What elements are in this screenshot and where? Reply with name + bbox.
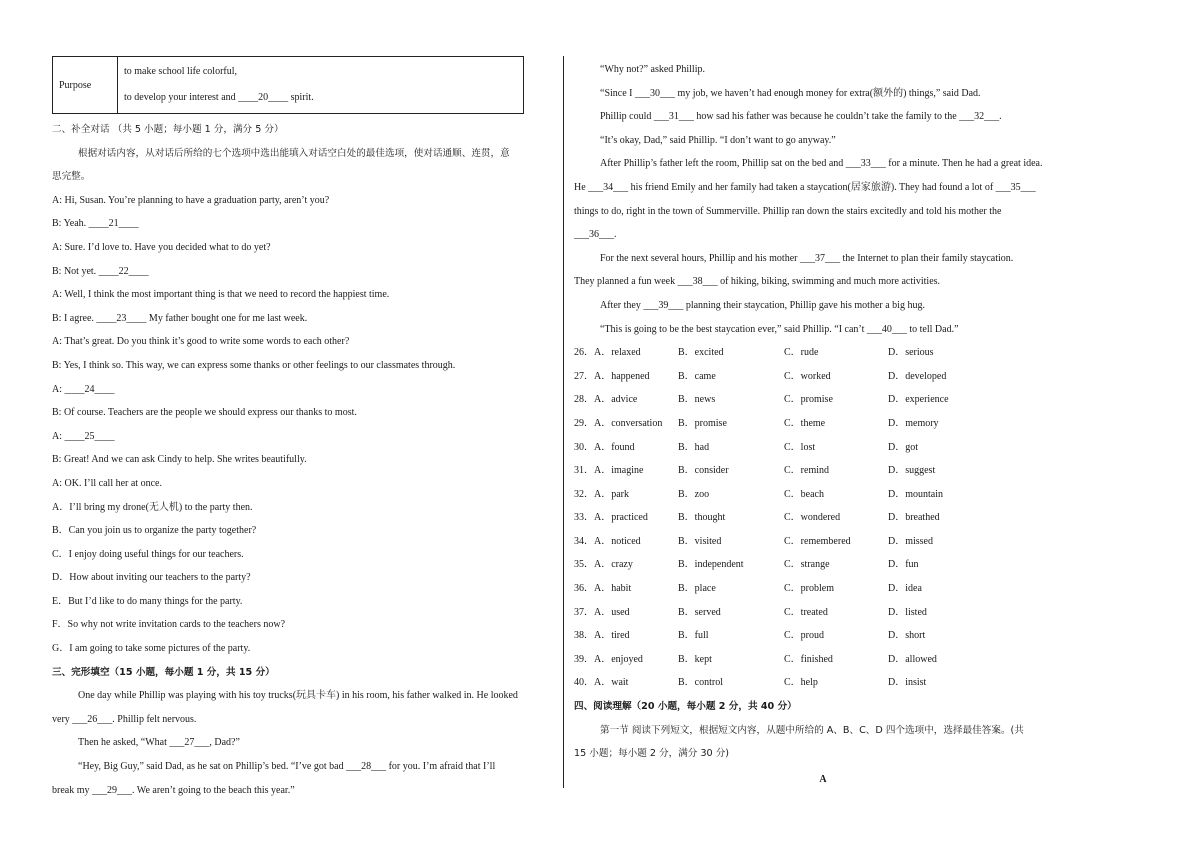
choice-b: B．full (678, 630, 709, 642)
cloze-line: very ___26___. Phillip felt nervous. (52, 713, 197, 725)
purpose-label: Purpose (53, 57, 118, 114)
choice-d: D．listed (888, 606, 927, 618)
cloze-choices (574, 341, 1072, 695)
dialogue-line: A: ____24____ (52, 383, 115, 395)
choice-d: D．serious (888, 347, 934, 359)
choice-b: B．thought (678, 512, 726, 524)
cloze-line: After Phillip’s father left the room, Phillip sat on the bed and ___33___ for a minute. Then he had a great idea. (600, 158, 1043, 170)
choice-a: 33．A．practiced (574, 512, 648, 524)
choice-d: D．memory (888, 417, 939, 429)
dialogue-options (52, 496, 552, 661)
dialogue-line: B: Yeah. ____21____ (52, 218, 139, 230)
choice-d: D．suggest (888, 465, 936, 477)
choice-a: 31．A．imagine (574, 465, 644, 477)
choice-b: B．visited (678, 535, 722, 547)
cloze-line: “It’s okay, Dad,” said Phillip. “I don’t want to go anyway.” (600, 134, 836, 146)
choice-d: D．missed (888, 535, 933, 547)
choice-d: D．short (888, 630, 926, 642)
choice-a: 28．A．advice (574, 394, 638, 406)
choice-b: B．promise (678, 417, 727, 429)
purpose-table (52, 56, 524, 114)
choice-d: D．experience (888, 394, 949, 406)
passage-label: A (819, 773, 827, 785)
choice-row-32 (574, 483, 1072, 507)
choice-c: C．proud (784, 630, 824, 642)
dialogue (52, 189, 552, 496)
choice-b: B．place (678, 583, 716, 595)
dialogue-line: B: Great! And we can ask Cindy to help. She writes beautifully. (52, 454, 307, 466)
choice-a: 26．A．relaxed (574, 347, 641, 359)
dialogue-line: B: Not yet. ____22____ (52, 265, 149, 277)
choice-a: 38．A．tired (574, 630, 630, 642)
cloze-line: One day while Phillip was playing with his toy trucks(玩具卡车) in his room, his father walked in. He looked (78, 690, 518, 702)
choice-c: C．problem (784, 583, 834, 595)
option-item: B．Can you join us to organize the party together? (52, 525, 257, 537)
cloze-line: Then he asked, “What ___27___, Dad?” (78, 737, 240, 749)
option-item: C．I enjoy doing useful things for our teachers. (52, 548, 244, 560)
cloze-line: “Why not?” asked Phillip. (600, 64, 705, 75)
choice-row-37 (574, 601, 1072, 625)
cloze-line: “Since I ___30___ my job, we haven’t had enough money for extra(额外的) things,” said Dad. (600, 87, 981, 99)
choice-d: D．allowed (888, 653, 937, 665)
purpose-line-1: to make school life colorful, (124, 66, 238, 77)
choice-c: C．promise (784, 394, 833, 406)
left-column (52, 56, 552, 802)
option-item: A．I’ll bring my drone(无人机) to the party then. (52, 501, 253, 513)
choice-row-29 (574, 412, 1072, 436)
choice-b: B．control (678, 677, 723, 689)
choice-a: 39．A．enjoyed (574, 653, 643, 665)
choice-row-31 (574, 459, 1072, 483)
section4-heading: 四、阅读理解（20 小题，每小题 2 分，共 40 分） (574, 701, 797, 713)
dialogue-line: B: Of course. Teachers are the people we should express our thanks to most. (52, 407, 357, 419)
cloze-line: “Hey, Big Guy,” said Dad, as he sat on Phillip’s bed. “I’ve got bad ___28___ for you. I’m afraid that I’ll (78, 761, 496, 773)
choice-c: C．finished (784, 653, 833, 665)
choice-a: 29．A．conversation (574, 417, 663, 429)
section4-instruction-2: 15 小题；每小题 2 分，满分 30 分) (574, 748, 730, 760)
dialogue-line: B: Yes, I think so. This way, we can express some thanks or other feelings to our classmates through. (52, 359, 456, 371)
choice-a: 35．A．crazy (574, 559, 633, 571)
choice-b: B．consider (678, 465, 729, 477)
choice-row-27 (574, 365, 1072, 389)
dialogue-line: A: Hi, Susan. You’re planning to have a graduation party, aren’t you? (52, 194, 330, 206)
choice-c: C．lost (784, 441, 816, 453)
option-item: D．How about inviting our teachers to the party? (52, 572, 251, 584)
choice-row-28 (574, 388, 1072, 412)
choice-a: 36．A．habit (574, 583, 632, 595)
choice-b: B．came (678, 370, 716, 382)
choice-a: 32．A．park (574, 488, 629, 500)
option-item: G．I am going to take some pictures of the party. (52, 643, 251, 655)
cloze-line: things to do, right in the town of Summerville. Phillip ran down the stairs excitedly and told his mother the (574, 205, 1002, 217)
choice-b: B．excited (678, 347, 724, 359)
choice-b: B．zoo (678, 488, 710, 500)
choice-b: B．had (678, 441, 710, 453)
purpose-line-2-end: spirit. (288, 92, 314, 103)
choice-c: C．help (784, 677, 818, 689)
choice-row-36 (574, 577, 1072, 601)
choice-row-30 (574, 436, 1072, 460)
choice-row-40 (574, 671, 1072, 695)
cloze-line: He ___34___ his friend Emily and her family had taken a staycation(居家旅游). They had found a lot of ___35___ (574, 181, 1036, 193)
section2-instruction-2: 思完整。 (52, 171, 91, 183)
cloze-line: “This is going to be the best staycation ever,” said Phillip. “I can’t ___40___ to tell Dad.” (600, 323, 959, 335)
blank-20: ____20____ (238, 92, 289, 103)
option-item: F．So why not write invitation cards to the teachers now? (52, 619, 286, 631)
choice-b: B．kept (678, 653, 712, 665)
section2-heading: 二、补全对话 （共 5 小题；每小题 1 分，满分 5 分） (52, 124, 284, 135)
choice-c: C．remembered (784, 535, 851, 547)
choice-d: D．insist (888, 677, 927, 689)
choice-b: B．served (678, 606, 721, 618)
choice-a: 27．A．happened (574, 370, 650, 382)
choice-d: D．idea (888, 583, 922, 595)
choice-c: C．worked (784, 370, 831, 382)
choice-row-38 (574, 624, 1072, 648)
dialogue-line: B: I agree. ____23____ My father bought one for me last week. (52, 312, 308, 324)
choice-d: D．got (888, 441, 918, 453)
choice-c: C．wondered (784, 512, 841, 524)
purpose-line-2-text: to develop your interest and (124, 92, 239, 103)
choice-a: 37．A．used (574, 606, 630, 618)
section2-instruction-1: 根据对话内容，从对话后所给的七个选项中选出能填入对话空白处的最佳选项，使对话通顺、连贯，意 (78, 147, 510, 159)
right-column (574, 58, 1072, 791)
choice-b: B．independent (678, 559, 744, 571)
dialogue-line: A: ____25____ (52, 430, 115, 442)
choice-c: C．beach (784, 488, 824, 500)
choice-c: C．rude (784, 347, 819, 359)
choice-row-34 (574, 530, 1072, 554)
purpose-line-2 (124, 85, 517, 111)
choice-row-35 (574, 553, 1072, 577)
choice-d: D．breathed (888, 512, 940, 524)
dialogue-line: A: OK. I’ll call her at once. (52, 477, 162, 489)
choice-c: C．theme (784, 417, 826, 429)
option-item: E．But I’d like to do many things for the party. (52, 595, 243, 607)
choice-d: D．mountain (888, 488, 943, 500)
column-divider (563, 56, 564, 788)
cloze-line: After they ___39___ planning their staycation, Phillip gave his mother a big hug. (600, 299, 925, 311)
cloze-line: ___36___. (574, 229, 617, 241)
choice-row-39 (574, 648, 1072, 672)
purpose-content (118, 57, 524, 114)
choice-c: C．strange (784, 559, 830, 571)
cloze-line: For the next several hours, Phillip and his mother ___37___ the Internet to plan their family staycation. (600, 252, 1014, 264)
dialogue-line: A: Well, I think the most important thing is that we need to record the happiest time. (52, 289, 390, 301)
choice-b: B．news (678, 394, 716, 406)
section4-instruction-1: 第一节 阅读下列短文，根据短文内容，从题中所给的 A、B、C、D 四个选项中，选择最佳答案。(共 (600, 724, 1024, 736)
choice-d: D．fun (888, 559, 919, 571)
choice-row-26 (574, 341, 1072, 365)
choice-a: 40．A．wait (574, 677, 629, 689)
dialogue-line: A: Sure. I’d love to. Have you decided what to do yet? (52, 241, 271, 253)
dialogue-line: A: That’s great. Do you think it’s good to write some words to each other? (52, 336, 350, 348)
cloze-line: They planned a fun week ___38___ of hiking, biking, swimming and much more activities. (574, 276, 941, 288)
choice-c: C．treated (784, 606, 828, 618)
section3-heading: 三、完形填空（15 小题，每小题 1 分，共 15 分） (52, 666, 275, 678)
choice-a: 30．A．found (574, 441, 635, 453)
choice-c: C．remind (784, 465, 829, 477)
choice-a: 34．A．noticed (574, 535, 641, 547)
choice-d: D．developed (888, 370, 947, 382)
cloze-line: break my ___29___. We aren’t going to the beach this year.” (52, 784, 295, 796)
cloze-line: Phillip could ___31___ how sad his father was because he couldn’t take the family to the ___32___. (600, 111, 1002, 123)
choice-row-33 (574, 506, 1072, 530)
